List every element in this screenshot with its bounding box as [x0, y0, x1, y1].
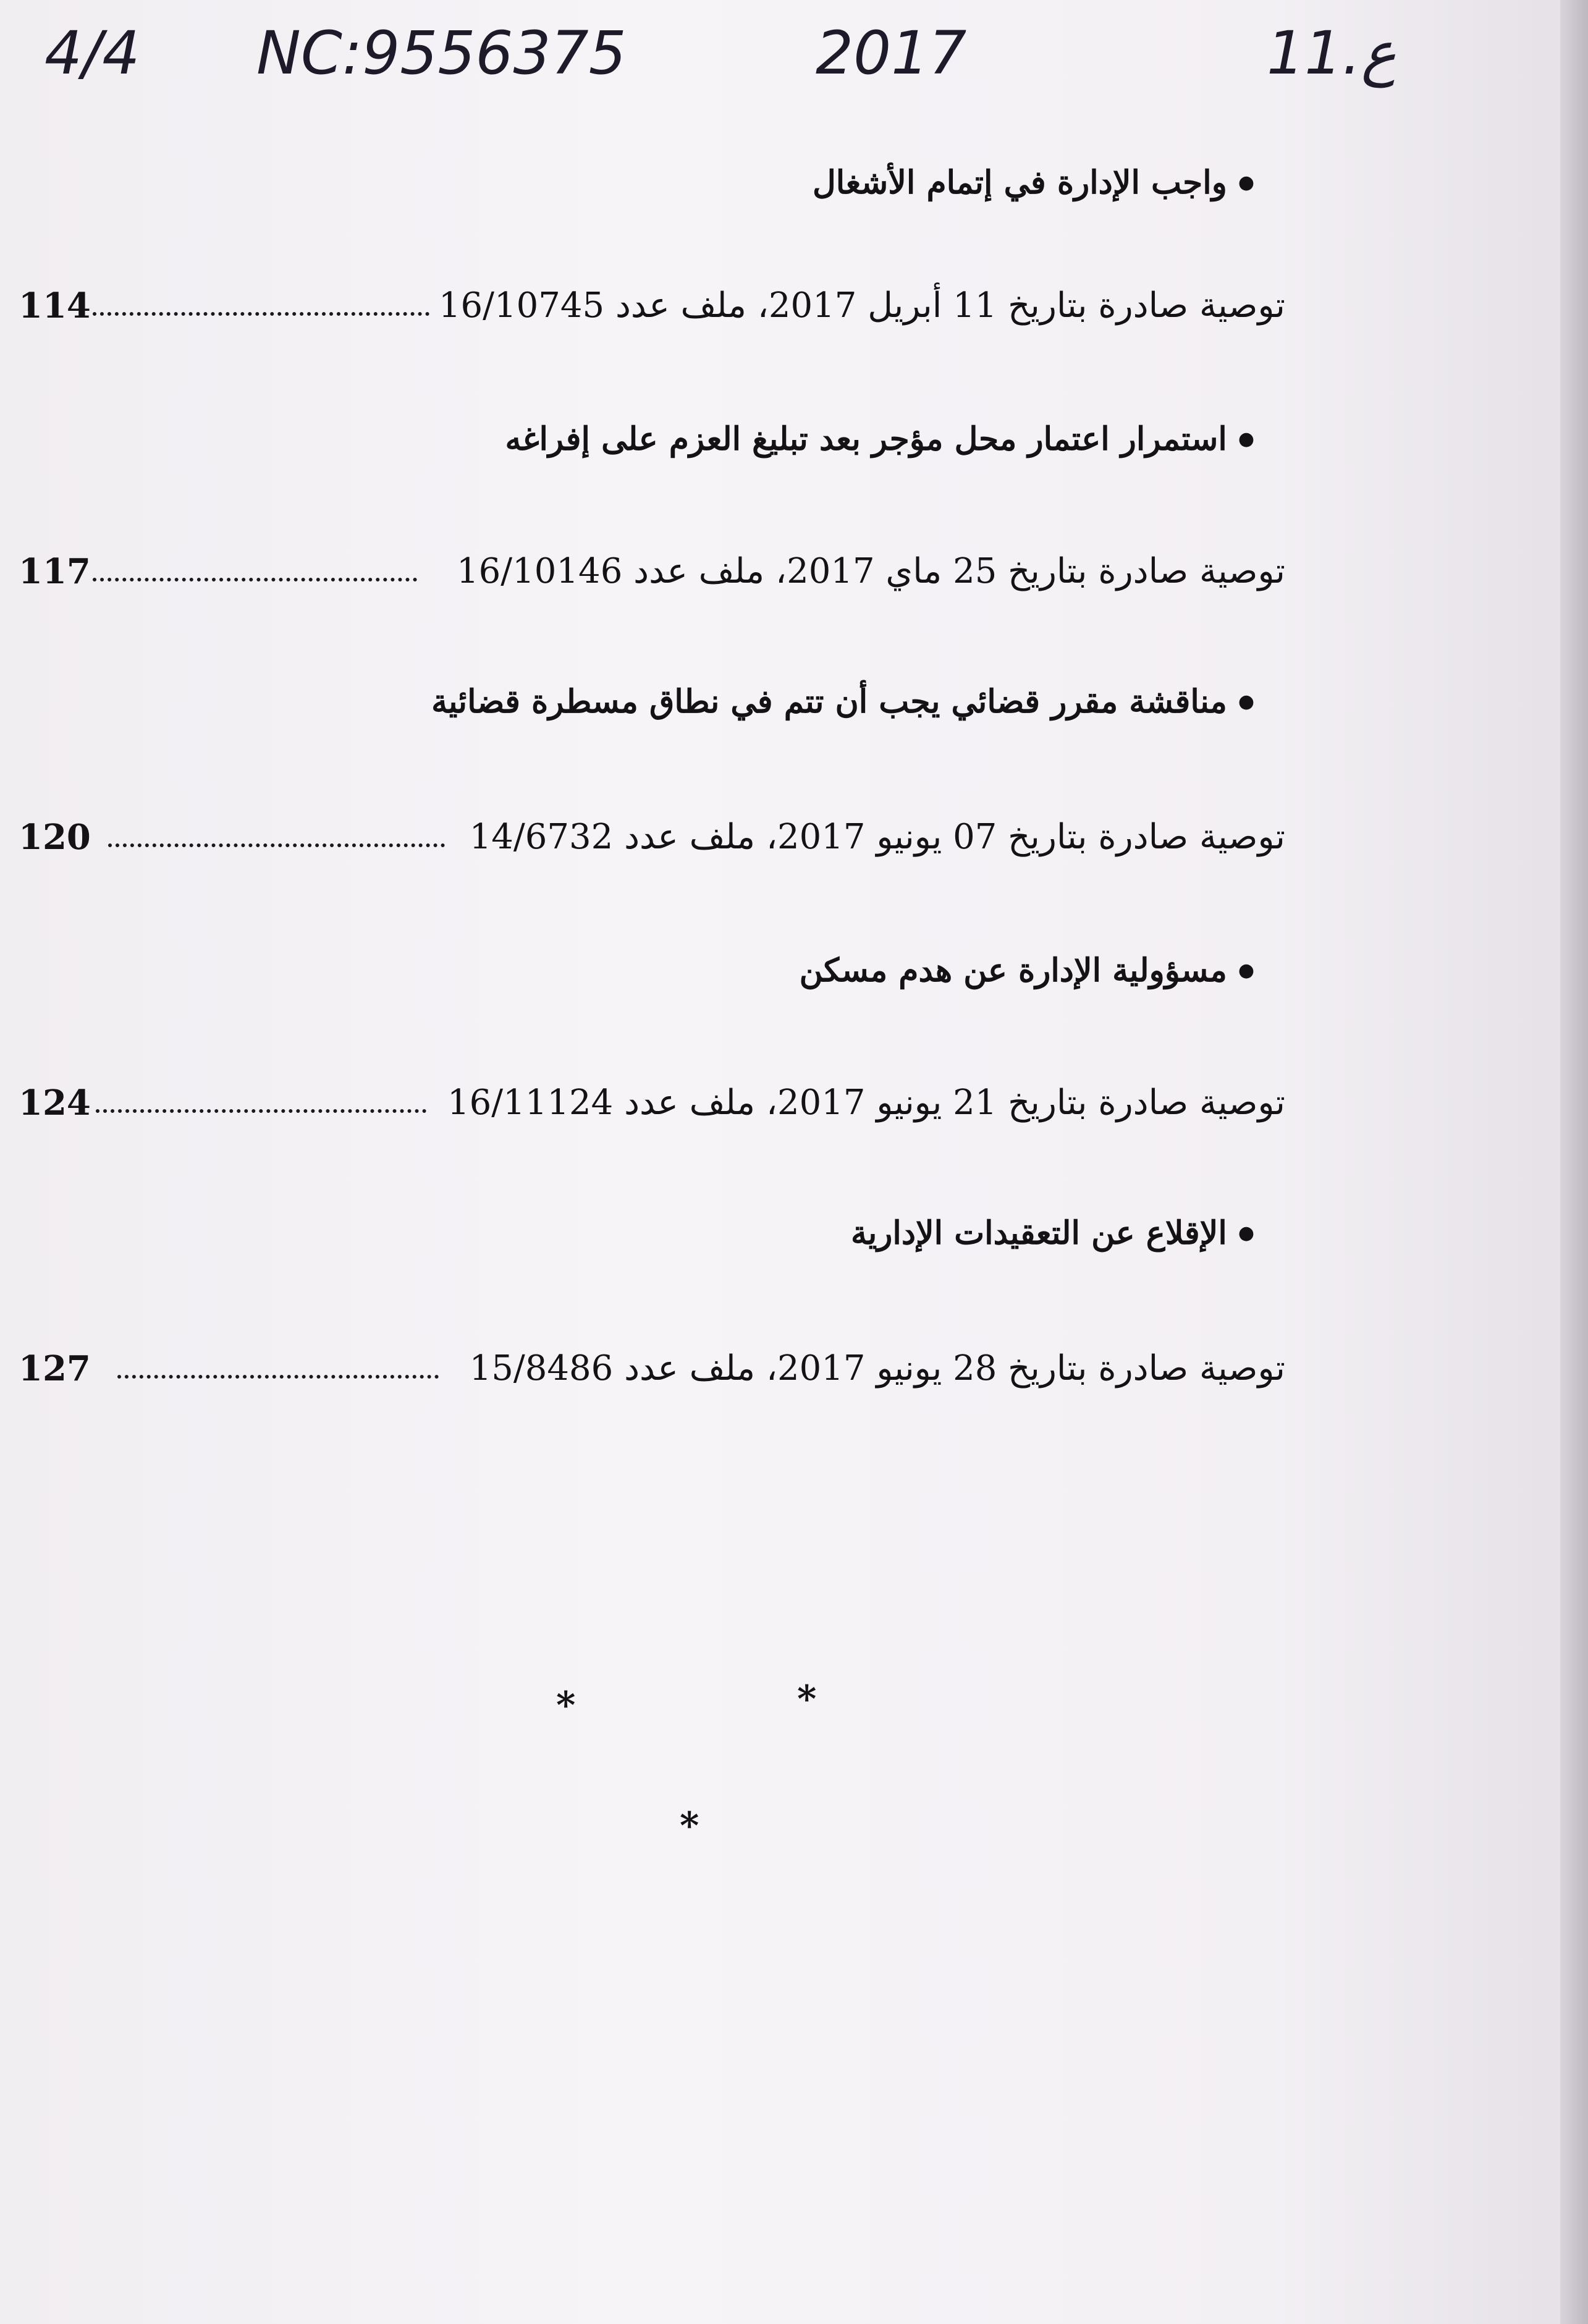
- page-number: 124: [19, 1083, 91, 1123]
- recommendation-line: [19, 813, 1285, 862]
- recommendation-text: توصية صادرة بتاريخ 07 يونيو 2017، ملف عدد 14/6732: [469, 817, 1285, 857]
- recommendation-line: [19, 1344, 1285, 1393]
- page-number: 117: [19, 551, 91, 592]
- separator-asterisk: *: [680, 1804, 699, 1848]
- separator-asterisk: *: [797, 1678, 817, 1721]
- entry-heading-text: واجب الإدارة في إتمام الأشغال: [812, 164, 1227, 201]
- recommendation-line: [19, 281, 1285, 331]
- leader-dots: [117, 1375, 439, 1379]
- bullet-icon: ●: [1238, 960, 1254, 981]
- page-edge: [1560, 0, 1588, 2324]
- bullet-icon: ●: [1238, 428, 1254, 450]
- recommendation-text: توصية صادرة بتاريخ 28 يونيو 2017، ملف عدد 15/8486: [469, 1348, 1285, 1388]
- bullet-icon: ●: [1238, 691, 1254, 712]
- bullet-icon: ●: [1238, 1222, 1254, 1244]
- recommendation-text: توصية صادرة بتاريخ 25 ماي 2017، ملف عدد 16/10146: [457, 551, 1285, 591]
- handwritten-year: 2017: [816, 19, 967, 88]
- entry-heading-text: مسؤولية الإدارة عن هدم مسكن: [799, 952, 1227, 989]
- recommendation-line: [19, 547, 1285, 596]
- bullet-icon: ●: [1238, 172, 1254, 193]
- recommendation-text: توصية صادرة بتاريخ 11 أبريل 2017، ملف عدد 16/10745: [438, 285, 1285, 326]
- page-number: 120: [19, 817, 91, 858]
- entry-heading: [800, 952, 1254, 989]
- recommendation-text: توصية صادرة بتاريخ 21 يونيو 2017، ملف عدد 16/11124: [447, 1083, 1285, 1123]
- entry-heading: [505, 420, 1254, 458]
- leader-dots: [93, 312, 429, 316]
- entry-heading: [851, 1214, 1254, 1252]
- handwritten-code: NC:9556375: [256, 19, 627, 88]
- entry-heading-text: استمرار اعتمار محل مؤجر بعد تبليغ العزم على إفراغه: [505, 420, 1227, 458]
- handwritten-ref: 11.ع: [1267, 19, 1396, 88]
- leader-dots: [96, 1109, 426, 1113]
- leader-dots: [108, 843, 445, 847]
- entry-heading-text: الإقلاع عن التعقيدات الإدارية: [850, 1214, 1227, 1252]
- separator-asterisk: *: [556, 1684, 576, 1727]
- page-number: 114: [19, 285, 91, 326]
- entry-heading: [813, 164, 1254, 201]
- entry-heading: [431, 683, 1254, 720]
- recommendation-line: [19, 1078, 1285, 1128]
- entry-heading-text: مناقشة مقرر قضائي يجب أن تتم في نطاق مسطرة قضائية: [431, 683, 1227, 720]
- page-number: 127: [19, 1348, 91, 1389]
- leader-dots: [93, 578, 417, 581]
- handwritten-fraction: 4/4: [44, 19, 140, 88]
